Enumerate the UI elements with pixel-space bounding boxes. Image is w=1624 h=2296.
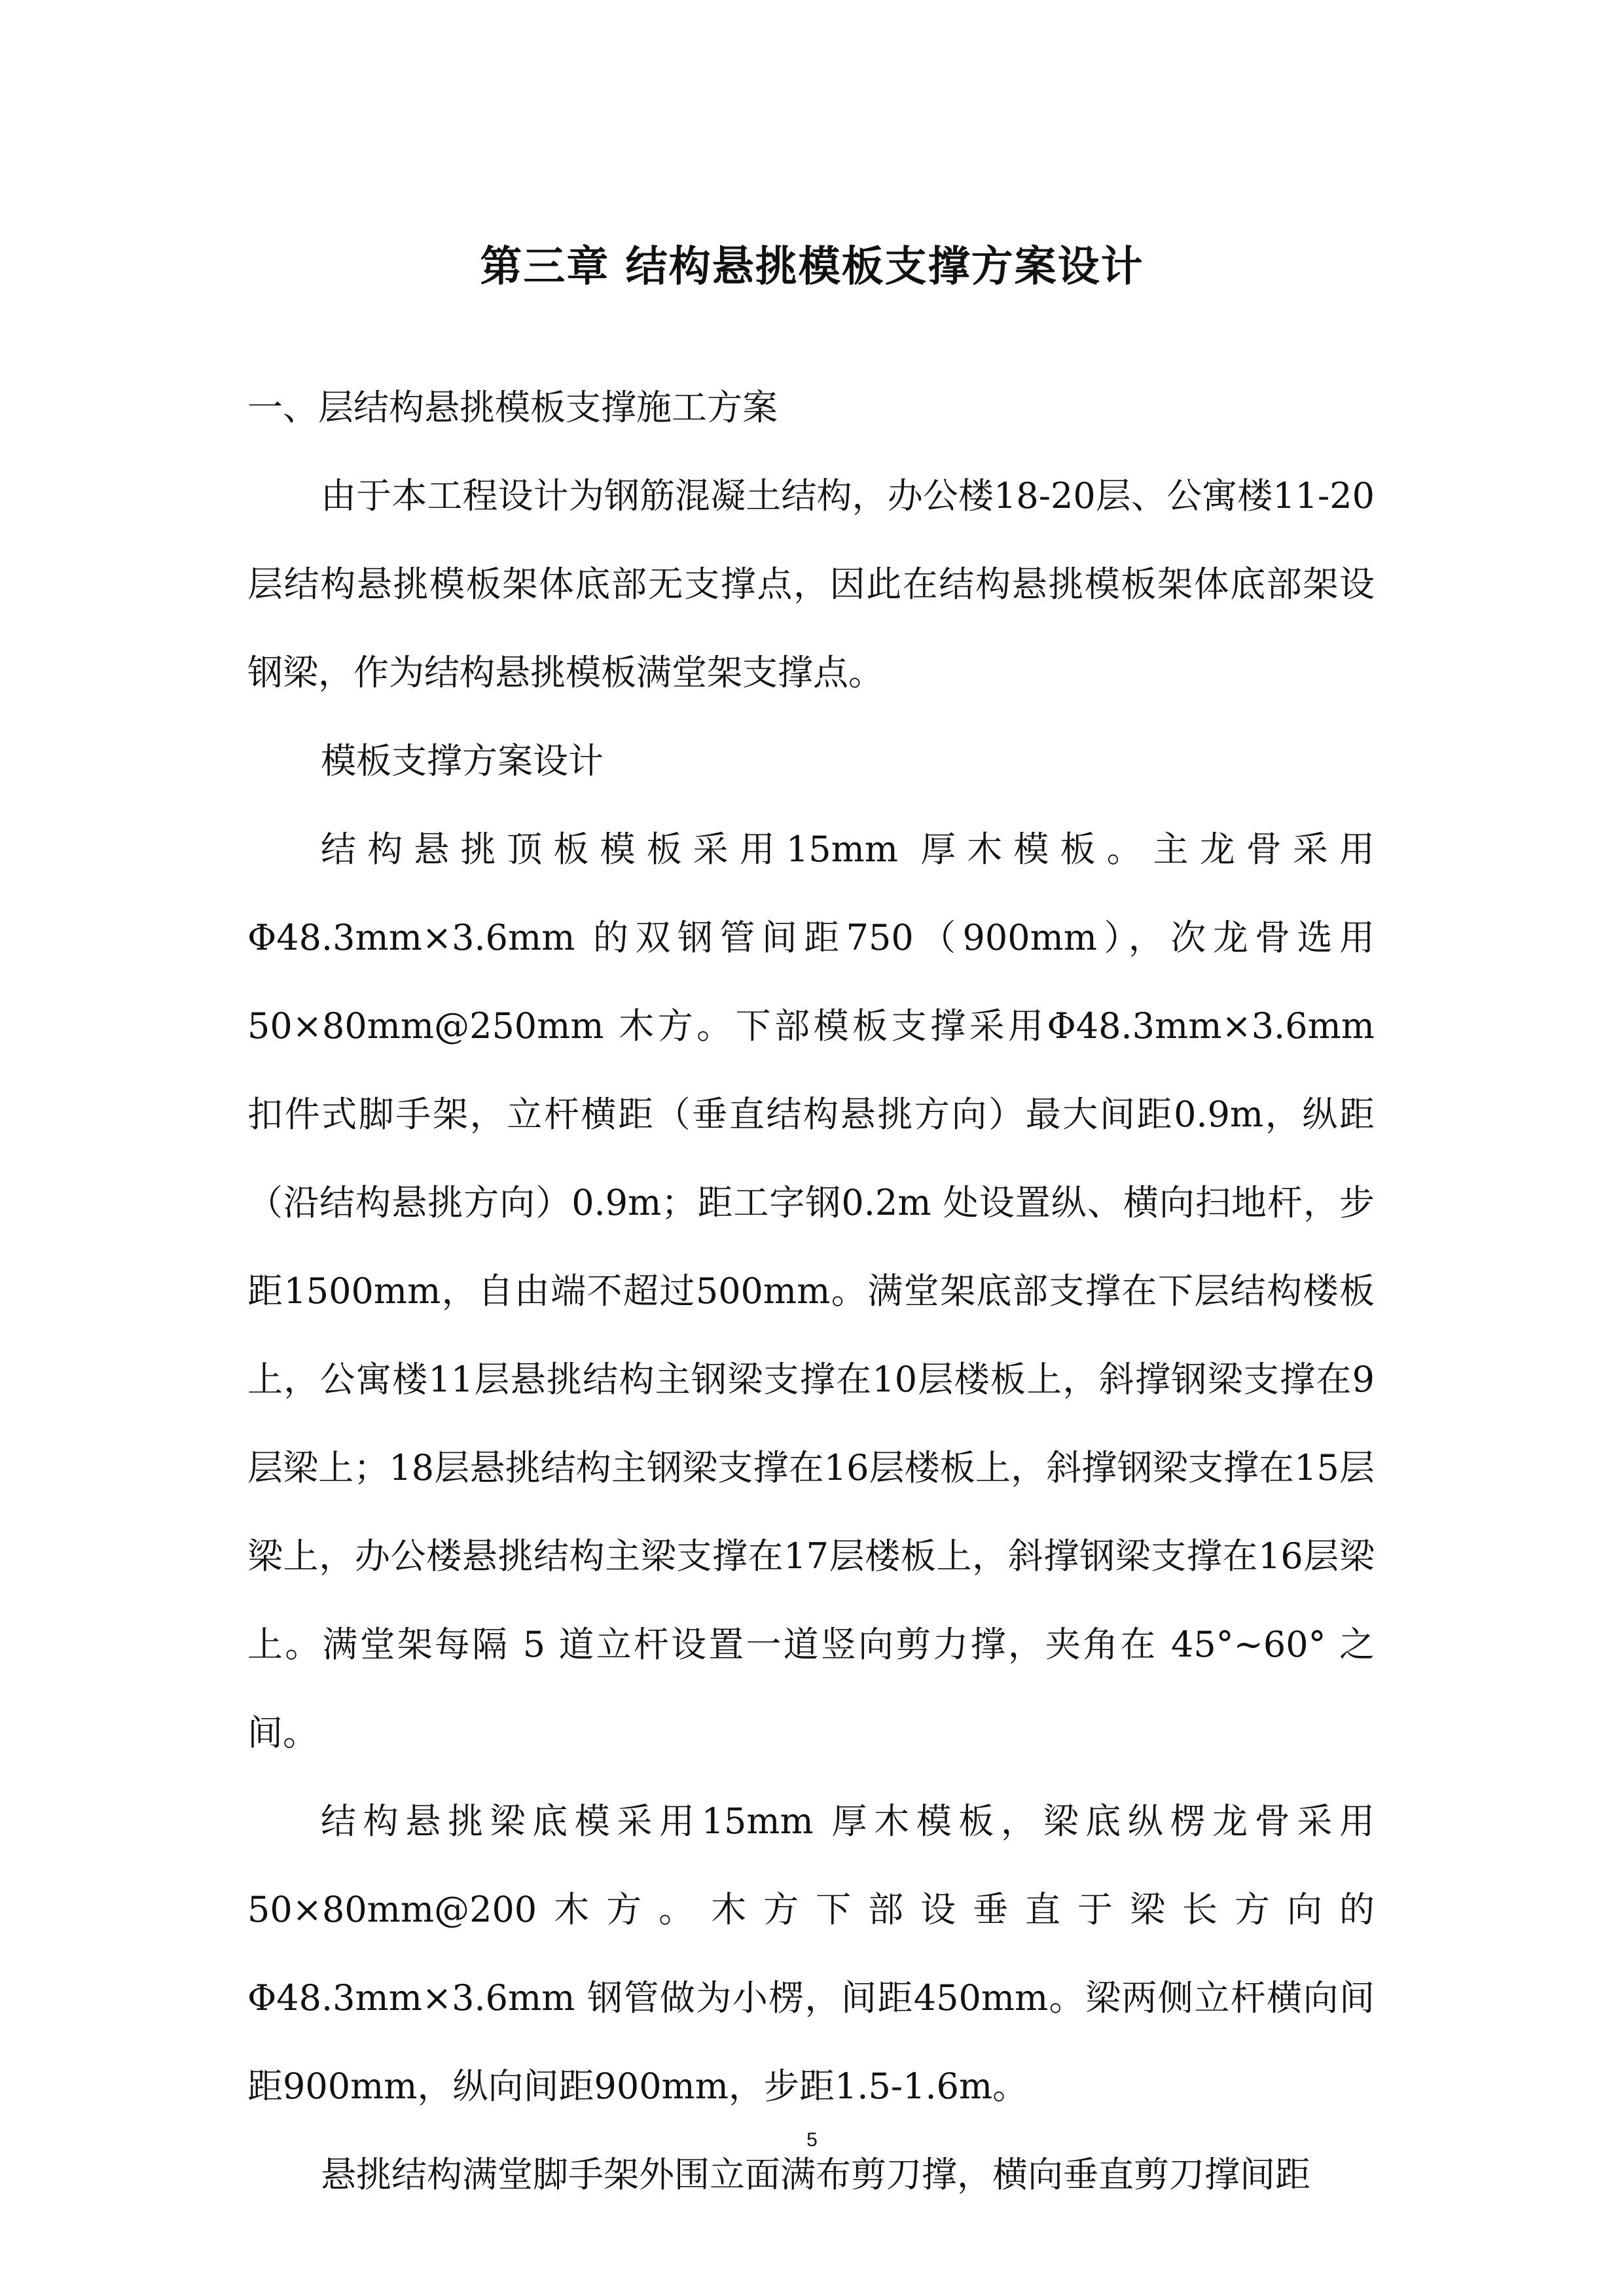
paragraph-scissor-bracing: 悬挑结构满堂脚手架外围立面满布剪刀撑，横向垂直剪刀撑间距 [321,2154,1310,2195]
page-number: 5 [806,2129,818,2151]
body-text [247,363,1375,2219]
paragraph-intro: 由于本工程设计为钢筋混凝土结构，办公楼18-20层、公寓楼11-20层结构悬挑模板架体底部无支撑点，因此在结构悬挑模板架体底部架设钢梁，作为结构悬挑模板满堂架支撑点。 [247,475,1375,693]
paragraph-slab-formwork: 结构悬挑顶板模板采用15mm 厚木模板。主龙骨采用Φ48.3mm×3.6mm 的双钢管间距750（900mm），次龙骨选用50×80mm@250mm 木方。下部模板支撑采用Φ48.3mm×3.6mm 扣件式脚手架，立杆横距（垂直结构悬挑方向）最大间距0.9m，纵距（沿结构悬挑方向）0.9m；距工字钢0.2m 处设置纵、横向扫地杆，步距1500mm，自由端不超过500mm。满堂架底部支撑在下层结构楼板上，公寓楼11层悬挑结构主钢梁支撑在10层楼板上，斜撑钢梁支撑在9层梁上；18层悬挑结构主钢梁支撑在16层楼板上，斜撑钢梁支撑在15层梁上，办公楼悬挑结构主梁支撑在17层楼板上，斜撑钢梁支撑在16层梁上。满堂架每隔 5 道立杆设置一道竖向剪力撑，夹角在 45°~60° 之间。 [247,829,1375,1753]
chapter-title: 第三章 结构悬挑模板支撑方案设计 [480,242,1144,291]
paragraph-beam-formwork: 结构悬挑梁底模采用15mm 厚木模板，梁底纵楞龙骨采用50×80mm@200木方。木方下部设垂直于梁长方向的Φ48.3mm×3.6mm 钢管做为小楞，间距450mm。梁两侧立杆横向间距900mm，纵向间距900mm，步距1.5-1.6m。 [247,1801,1375,2107]
section-heading: 一、层结构悬挑模板支撑施工方案 [247,387,778,428]
paragraph-subheading: 模板支撑方案设计 [321,740,604,781]
